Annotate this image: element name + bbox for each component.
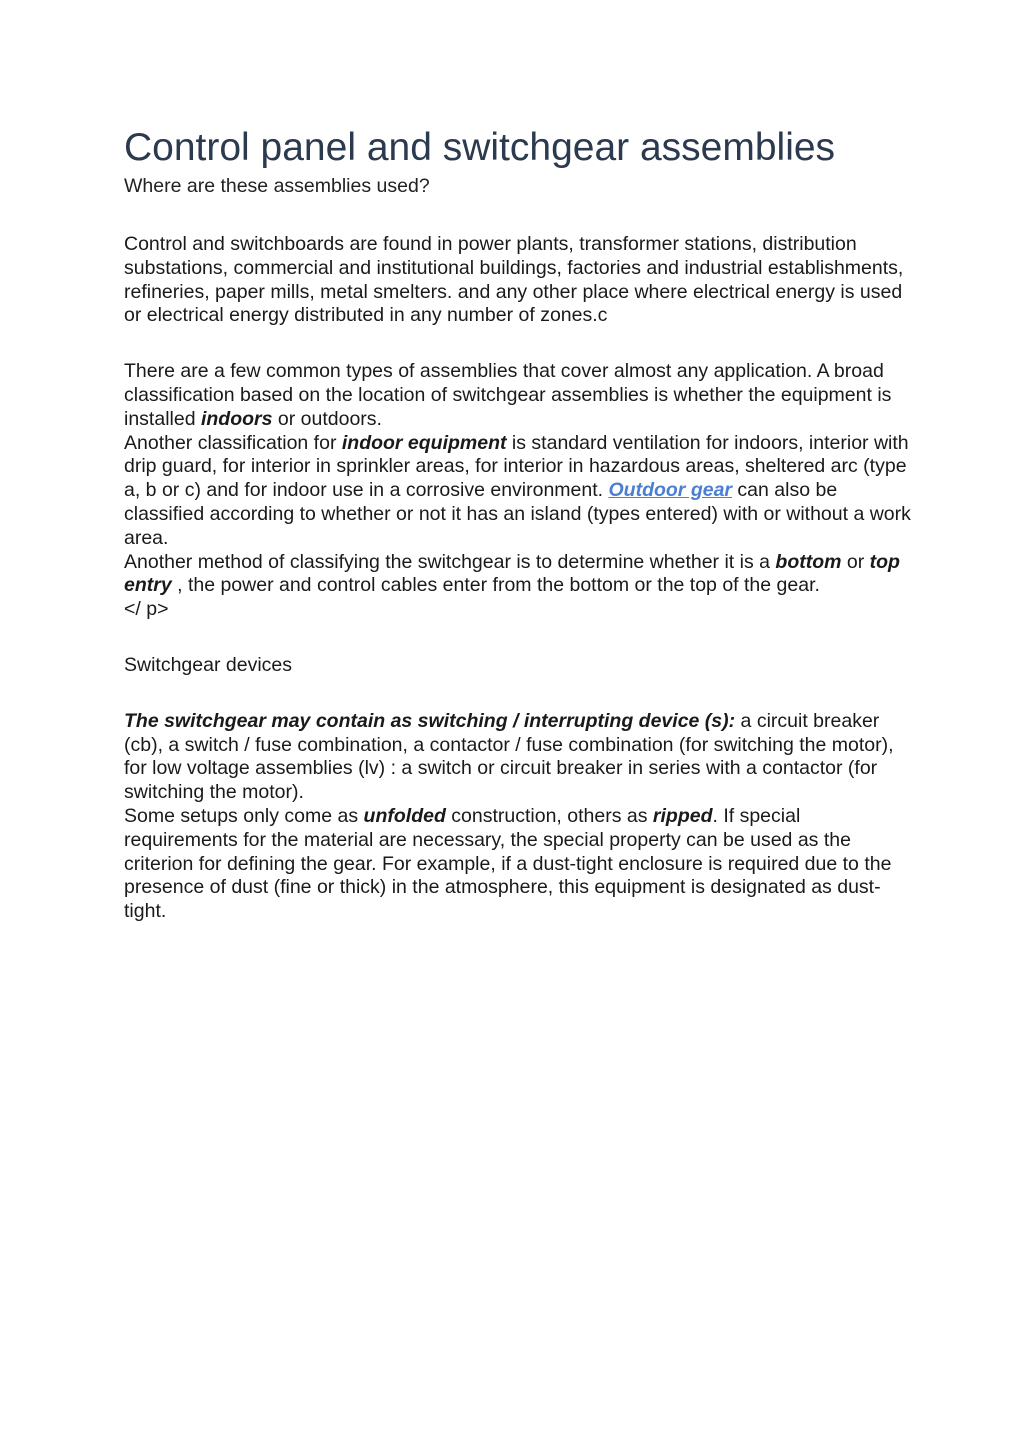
- page-title: Control panel and switchgear assemblies: [124, 126, 836, 169]
- emphasis-ripped: ripped: [652, 804, 713, 827]
- page-subtitle: Where are these assemblies used?: [124, 175, 430, 197]
- text-run: a circuit breaker (cb), a switch / fuse combination, a contactor / fuse combination (for switching the motor), for low voltage assemblies (lv) : a switch or circuit breaker in series with a contactor (for switching the motor).: [124, 709, 894, 804]
- paragraph-classification: [124, 360, 914, 622]
- text-run: There are a few common types of assemblies that cover almost any application. A broad classification based on the location of switchgear assemblies is whether the equipment is installed: [124, 360, 892, 430]
- stray-tag-text: </ p>: [124, 598, 169, 621]
- text-run: Another classification for: [124, 431, 342, 454]
- text-run: . If special requirements for the material are necessary, the special property can be used as the criterion for defining the gear. For example, if a dust-tight enclosure is required due to the presence of dust (fine or thick) in the atmosphere, this equipment is designated as dust-tight.: [124, 804, 892, 923]
- document-page: [124, 122, 914, 924]
- text-run: Some setups only come as: [124, 804, 364, 827]
- section-heading-switchgear-devices: Switchgear devices: [124, 653, 292, 676]
- paragraph-usage: Control and switchboards are found in power plants, transformer stations, distribution substations, commercial and institutional buildings, factories and industrial establishments, refineries, paper mills, metal smelters. and any other place where electrical energy is used or electrical energy distributed in any number of zones.c: [124, 233, 904, 327]
- emphasis-unfolded: unfolded: [363, 804, 446, 827]
- emphasis-indoor-equipment: indoor equipment: [341, 431, 507, 454]
- text-run: construction, others as: [445, 804, 653, 827]
- text-run: can also be classified according to whether or not it has an island (types entered) with or without a work area.: [124, 479, 911, 549]
- emphasis-top-entry: top entry: [124, 550, 900, 597]
- text-run: Another method of classifying the switchgear is to determine whether it is a: [124, 550, 776, 573]
- emphasis-switching-devices: The switchgear may contain as switching / interrupting device (s):: [124, 709, 736, 732]
- outdoor-gear-link[interactable]: Outdoor gear: [608, 479, 733, 502]
- text-run: or outdoors.: [272, 407, 382, 430]
- text-run: , the power and control cables enter from the bottom or the top of the gear.: [171, 574, 820, 597]
- emphasis-bottom: bottom: [775, 550, 842, 573]
- paragraph-devices: [124, 710, 914, 924]
- text-run: is standard ventilation for indoors, interior with drip guard, for interior in sprinkler areas, for interior in hazardous areas, sheltered arc (type a, b or c) and for indoor use in a corrosive environment.: [124, 431, 909, 502]
- emphasis-indoors: indoors: [200, 407, 273, 430]
- text-run: or: [841, 550, 870, 573]
